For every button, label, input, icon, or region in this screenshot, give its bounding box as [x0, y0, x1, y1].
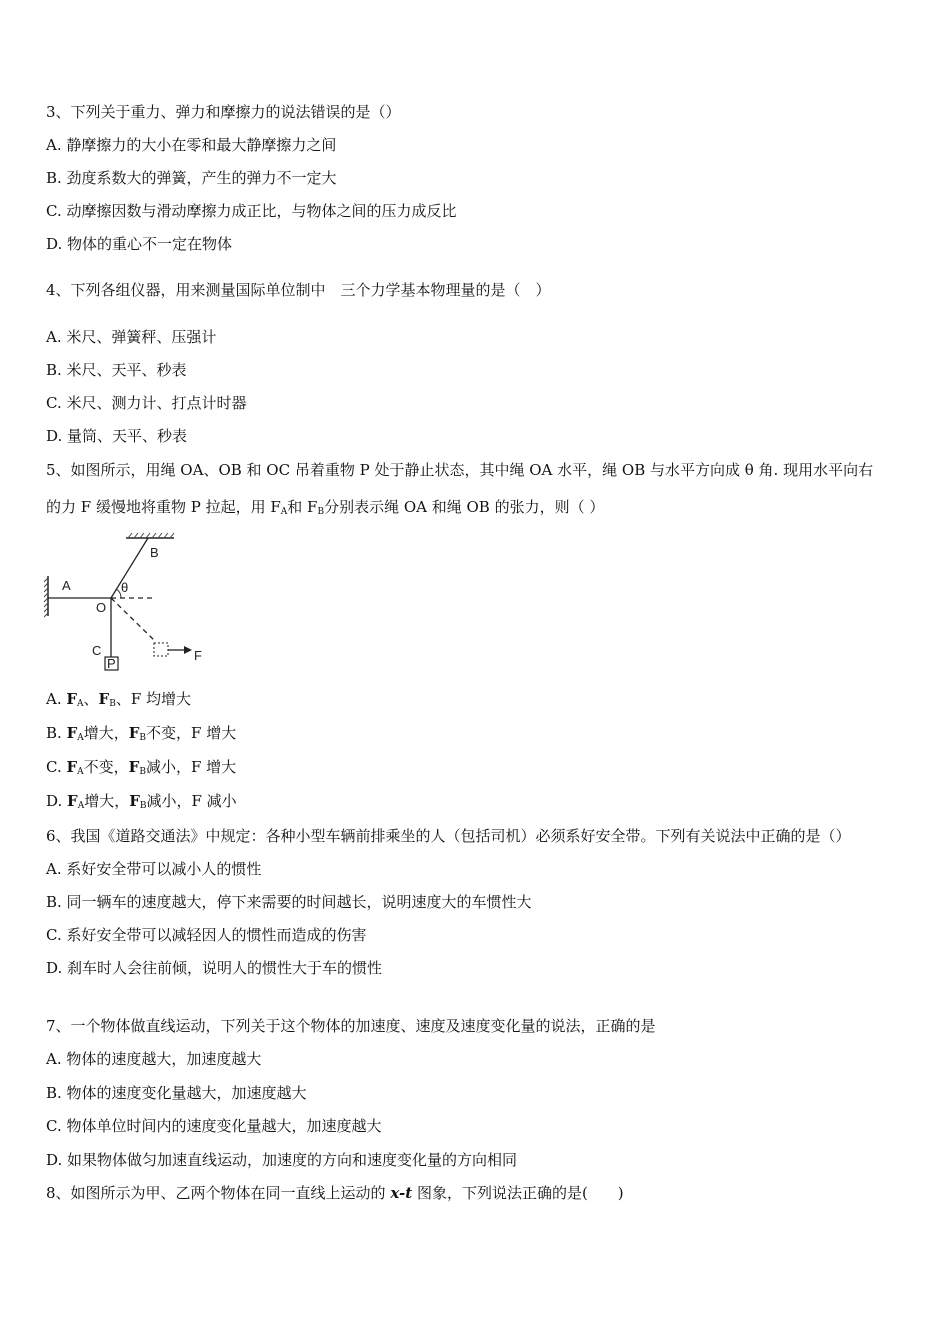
label-a: A [62, 578, 71, 593]
label-theta: θ [121, 580, 129, 595]
q3-option-d: D. 物体的重心不一定在物体 [46, 235, 233, 253]
label-b: B [150, 545, 159, 560]
q6-stem: 6、我国《道路交通法》中规定：各种小型车辆前排乘坐的人（包括司机）必须系好安全带。下列有关说法中正确的是（） [46, 827, 851, 845]
q4-option-b: B. 米尺、天平、秒表 [46, 361, 187, 379]
q7-option-c: C. 物体单位时间内的速度变化量越大，加速度越大 [46, 1117, 382, 1135]
q3-option-a: A. 静摩擦力的大小在零和最大静摩擦力之间 [46, 136, 337, 154]
q4-option-a: A. 米尺、弹簧秤、压强计 [46, 328, 217, 346]
label-p: P [107, 656, 116, 671]
q4-option-c: C. 米尺、测力计、打点计时器 [46, 394, 247, 412]
q5-stem-line1: 5、如图所示，用绳 OA、OB 和 OC 吊着重物 P 处于静止状态，其中绳 OA 水平，绳 OB 与水平方向成 θ 角. 现用水平向右 [46, 461, 874, 479]
q5-option-a: A. $F_A$、$F_B$、F 均增大 [46, 690, 192, 709]
q5-stem-line2: 的力 F 缓慢地将重物 P 拉起，用 $F_A$和 $F_B$分别表示绳 OA 和绳 OB 的张力，则（ ） [46, 498, 605, 517]
label-f: F [194, 648, 202, 663]
q7-option-d: D. 如果物体做匀加速直线运动，加速度的方向和速度变化量的方向相同 [46, 1151, 518, 1169]
q3-option-c: C. 动摩擦因数与滑动摩擦力成正比，与物体之间的压力成反比 [46, 202, 457, 220]
q6-option-d: D. 刹车时人会往前倾，说明人的惯性大于车的惯性 [46, 959, 383, 977]
q6-option-c: C. 系好安全带可以减轻因人的惯性而造成的伤害 [46, 926, 367, 944]
label-c: C [92, 643, 102, 658]
q7-stem: 7、一个物体做直线运动，下列关于这个物体的加速度、速度及速度变化量的说法，正确的是 [46, 1017, 656, 1035]
q4-option-d: D. 量筒、天平、秒表 [46, 427, 188, 445]
q8-stem: 8、如图所示为甲、乙两个物体在同一直线上运动的 x-t 图象，下列说法正确的是( ) [46, 1184, 624, 1202]
q5-option-c: C. $F_A$不变，$F_B$减小，F 增大 [46, 758, 237, 777]
q6-option-a: A. 系好安全带可以减小人的惯性 [46, 860, 262, 878]
q5-option-b: B. $F_A$增大，$F_B$不变，F 增大 [46, 724, 237, 743]
q7-option-b: B. 物体的速度变化量越大，加速度越大 [46, 1084, 307, 1102]
q3-option-b: B. 劲度系数大的弹簧，产生的弹力不一定大 [46, 169, 337, 187]
q5-force-diagram [44, 532, 216, 674]
q7-option-a: A. 物体的速度越大，加速度越大 [46, 1050, 262, 1068]
label-o: O [96, 600, 107, 615]
q5-option-d: D. $F_A$增大，$F_B$减小，F 减小 [46, 792, 237, 811]
q6-option-b: B. 同一辆车的速度越大，停下来需要的时间越长，说明速度大的车惯性大 [46, 893, 532, 911]
q4-stem: 4、下列各组仪器，用来测量国际单位制中 三个力学基本物理量的是（ ） [46, 281, 551, 299]
q3-stem: 3、下列关于重力、弹力和摩擦力的说法错误的是（） [46, 103, 401, 121]
